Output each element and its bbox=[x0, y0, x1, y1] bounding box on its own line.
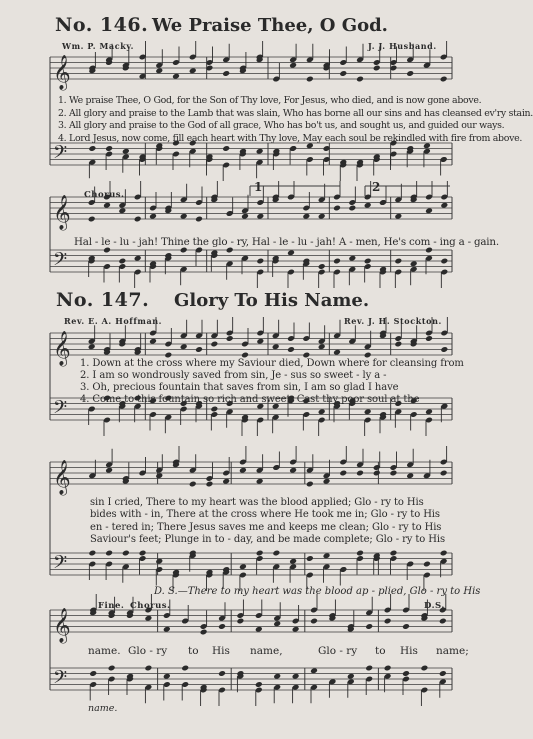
chorus-word: His bbox=[400, 645, 418, 657]
ds-label: D.S. bbox=[424, 601, 445, 611]
verse-line: bides with - in, There at the cross where He took me in; Glo - ry to His bbox=[90, 509, 440, 521]
note-head bbox=[423, 561, 431, 568]
note-head bbox=[200, 629, 208, 636]
note-head bbox=[439, 618, 447, 625]
note-head bbox=[390, 550, 398, 557]
note-head bbox=[88, 550, 96, 557]
note-head bbox=[287, 346, 295, 353]
verse-line: 4. Lord Jesus, now come, fill each heart with Thy love, May each soul be rekindled with fire from above. bbox=[58, 132, 523, 144]
verse-line: 4. Come to this fountain so rich and sweet; Cast thy poor soul at the bbox=[80, 394, 420, 405]
note-head bbox=[306, 555, 314, 562]
chorus-word: name; bbox=[436, 645, 469, 657]
hymn-146-verses bbox=[58, 95, 533, 145]
note-head bbox=[210, 406, 218, 413]
note-head bbox=[144, 665, 152, 672]
note-head bbox=[256, 258, 264, 265]
note-head bbox=[384, 665, 392, 672]
verse-line: 1. Down at the cross where my Saviour died, Down where for cleansing from bbox=[80, 358, 464, 369]
note-head bbox=[310, 618, 318, 625]
note-head bbox=[439, 670, 447, 677]
note-head bbox=[226, 335, 234, 342]
verse-line: 3. All glory and praise to the God of all grace, Who has bo't us, and sought us, and guided our ways. bbox=[58, 120, 505, 132]
note-head bbox=[222, 70, 230, 77]
note-head bbox=[356, 470, 364, 477]
note-head bbox=[108, 665, 116, 672]
note-head bbox=[218, 623, 226, 630]
verse-line: 3. Oh, precious fountain that saves from sin, I am so glad I have bbox=[80, 382, 399, 393]
clef-icon: 𝄢 bbox=[53, 142, 68, 168]
note-head bbox=[134, 216, 142, 223]
note-head bbox=[440, 76, 448, 83]
note-head bbox=[306, 76, 314, 83]
clef-icon: 𝄞 bbox=[53, 460, 71, 495]
note-head bbox=[373, 65, 381, 72]
ds-return-line: D. S.—There to my heart was the blood ap - plied, Glo - ry to His bbox=[154, 586, 481, 597]
clef-icon: 𝄢 bbox=[53, 249, 68, 275]
chorus-word: Glo - ry bbox=[318, 645, 358, 657]
note-head bbox=[236, 618, 244, 625]
note-head bbox=[406, 70, 414, 77]
clef-icon: 𝄢 bbox=[53, 552, 68, 578]
hymn-146-chorus-text: Hal - le - lu - jah! Thine the glo - ry, Hal - le - lu - jah! A - men, He's com - ing a - gain. bbox=[74, 236, 499, 248]
note-head bbox=[373, 470, 381, 477]
verse-line: 2. I am so wondrously saved from sin, Je - sus so sweet - ly a - bbox=[80, 370, 387, 381]
verse-line: 2. All glory and praise to the Lamb that was slain, Who has borne all our sins and has cleansed ev'ry stain. bbox=[58, 107, 533, 119]
note-head bbox=[394, 258, 402, 265]
note-head bbox=[348, 205, 356, 212]
clef-icon: 𝄢 bbox=[53, 397, 68, 423]
hymn-147-chorus-label: Chorus. bbox=[130, 601, 171, 611]
clef-icon: 𝄞 bbox=[53, 195, 71, 230]
note-head bbox=[394, 341, 402, 348]
note-head bbox=[195, 346, 203, 353]
hymn-147-lyricist: Rev. E. A. Hoffman. bbox=[64, 316, 163, 326]
hymn-147-title: Glory To His Name. bbox=[174, 290, 370, 311]
chorus-word: to bbox=[188, 645, 199, 657]
note-head bbox=[420, 665, 428, 672]
note-head bbox=[122, 550, 130, 557]
chorus-word: His bbox=[212, 645, 230, 657]
note-head bbox=[218, 670, 226, 677]
verse-line: Saviour's feet; Plunge in to - day, and be made complete; Glo - ry to His bbox=[90, 534, 446, 546]
note-head bbox=[339, 70, 347, 77]
chorus-word: name, bbox=[250, 645, 283, 657]
note-head bbox=[384, 618, 392, 625]
note-head bbox=[181, 665, 189, 672]
note-head bbox=[272, 550, 280, 557]
chorus-word: name. bbox=[88, 645, 121, 657]
note-head bbox=[222, 145, 230, 152]
chorus-word: to bbox=[375, 645, 386, 657]
note-head bbox=[105, 145, 113, 152]
note-head bbox=[206, 481, 214, 488]
note-head bbox=[89, 670, 97, 677]
note-head bbox=[189, 481, 197, 488]
note-head bbox=[256, 550, 264, 557]
note-head bbox=[88, 145, 96, 152]
note-head bbox=[440, 470, 448, 477]
clef-icon: 𝄞 bbox=[53, 331, 71, 366]
verse-line: sin I cried, There to my heart was the blood applied; Glo - ry to His bbox=[90, 497, 424, 508]
note-head bbox=[339, 470, 347, 477]
verse-line: en - tered in; There Jesus saves me and keeps me clean; Glo - ry to His bbox=[90, 521, 442, 533]
note-head bbox=[440, 550, 448, 557]
hymn-146-chorus-label: Chorus. bbox=[84, 190, 125, 200]
note-head bbox=[425, 335, 433, 342]
note-head bbox=[210, 341, 218, 348]
note-head bbox=[365, 665, 373, 672]
hymn-146-title: We Praise Thee, O God. bbox=[152, 15, 388, 36]
note-head bbox=[333, 258, 341, 265]
note-head bbox=[440, 258, 448, 265]
note-head bbox=[390, 470, 398, 477]
ending-1-label: 1 bbox=[254, 180, 263, 194]
ending-2-label: 2 bbox=[372, 180, 381, 194]
final-word: name. bbox=[88, 703, 118, 714]
note-head bbox=[306, 481, 314, 488]
hymn-147-composer: Rev. J. H. Stockton. bbox=[344, 316, 442, 326]
note-head bbox=[195, 216, 203, 223]
note-head bbox=[364, 258, 372, 265]
hymn-147-verses-continued bbox=[90, 497, 445, 547]
note-head bbox=[402, 623, 410, 630]
note-head bbox=[356, 550, 364, 557]
hymn-146-number: No. 146. bbox=[55, 14, 149, 36]
note-head bbox=[333, 205, 341, 212]
note-head bbox=[105, 550, 113, 557]
hymn-147-verses bbox=[80, 358, 464, 406]
chorus-word: Glo - ry bbox=[128, 645, 168, 657]
verse-line: 1. We praise Thee, O God, for the Son of Thy love, For Jesus, who died, and is now gone above. bbox=[58, 95, 482, 106]
hymn-146-composer: J. J. Husband. bbox=[368, 41, 437, 51]
note-head bbox=[139, 550, 147, 557]
clef-icon: 𝄢 bbox=[53, 667, 68, 693]
clef-icon: 𝄞 bbox=[53, 608, 71, 643]
note-head bbox=[356, 76, 364, 83]
note-head bbox=[88, 216, 96, 223]
hymn-146-lyricist: Wm. P. Macky. bbox=[62, 41, 135, 51]
note-head bbox=[402, 670, 410, 677]
note-head bbox=[440, 346, 448, 353]
clef-icon: 𝄞 bbox=[53, 55, 71, 90]
fine-label: Fine. bbox=[98, 601, 125, 611]
hymn-147-number: No. 147. bbox=[56, 289, 150, 311]
note-head bbox=[365, 623, 373, 630]
note-head bbox=[318, 263, 326, 270]
note-head bbox=[255, 681, 263, 688]
note-head bbox=[118, 258, 126, 265]
